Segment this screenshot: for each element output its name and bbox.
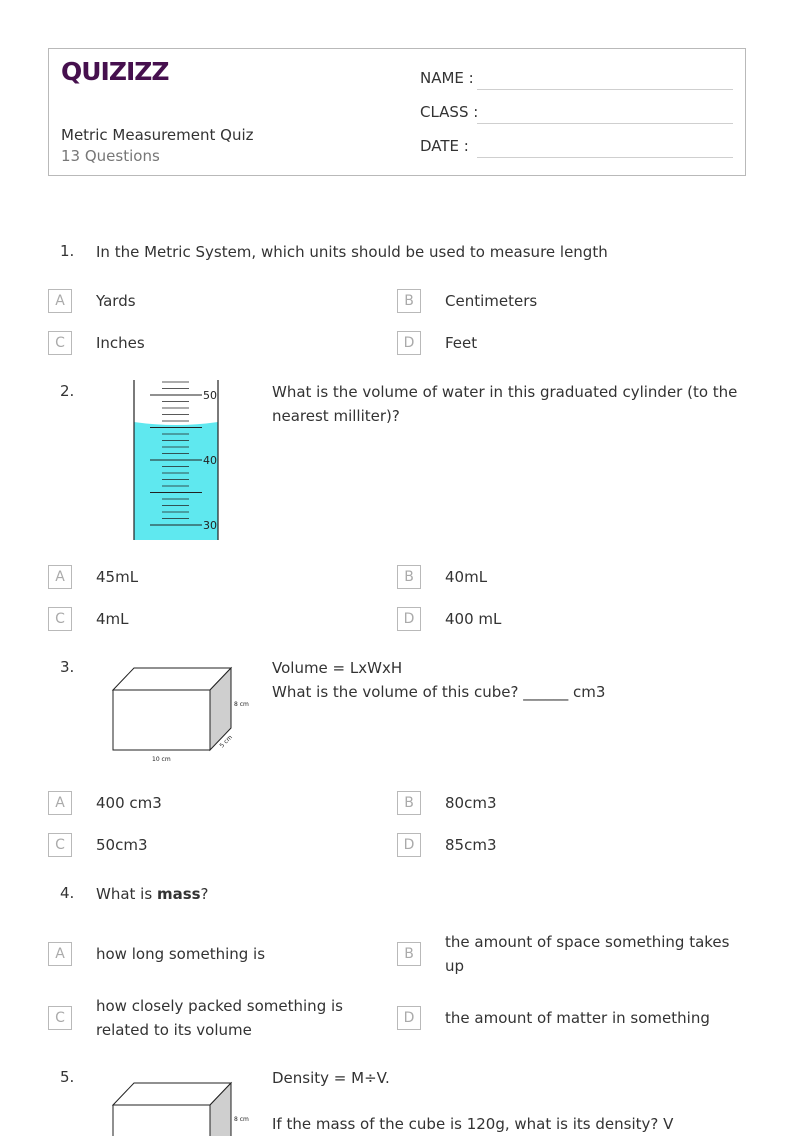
name-label: NAME : — [420, 69, 474, 87]
question-1-number: 1. — [60, 242, 75, 260]
q4-option-c-text: how closely packed something is related to its volume — [96, 997, 343, 1039]
prism-depth-label: 5 cm — [218, 733, 234, 750]
graduated-cylinder-figure — [120, 378, 230, 542]
worksheet-header — [48, 48, 746, 176]
question-count: 13 Questions — [61, 147, 160, 165]
q1-option-d-text: Feet — [445, 334, 478, 352]
q2-option-d-box: D — [397, 607, 421, 631]
q3-option-a-box: A — [48, 791, 72, 815]
question-4-text-bold: mass — [156, 885, 201, 903]
q3-option-b-box: B — [397, 791, 421, 815]
q2-option-b-text: 40mL — [445, 568, 488, 586]
q4-option-a-text: how long something is — [96, 945, 266, 963]
class-line — [477, 123, 733, 124]
question-4-number: 4. — [60, 884, 75, 902]
rectangular-prism-figure — [104, 660, 254, 766]
prism-height-label: 8 cm — [234, 701, 249, 708]
q4-option-b-box: B — [397, 942, 421, 966]
q3-option-d-text: 85cm3 — [445, 836, 497, 854]
q1-option-b-text: Centimeters — [445, 292, 538, 310]
q2-option-c-text: 4mL — [96, 610, 129, 628]
q1-option-c-box: C — [48, 331, 72, 355]
question-4-text-before: What is — [96, 885, 157, 903]
question-1-text: In the Metric System, which units should be used to measure length — [96, 243, 608, 261]
question-3-number: 3. — [60, 658, 75, 676]
question-3-text-line1: Volume = LxWxH — [272, 659, 403, 677]
question-4-text — [96, 882, 209, 906]
q3-option-b-text: 80cm3 — [445, 794, 497, 812]
date-label: DATE : — [420, 137, 469, 155]
cylinder-label-50: 50 — [203, 389, 217, 402]
prism-figure-q5 — [104, 1075, 254, 1123]
quizizz-logo: QUIZIZZ — [61, 57, 169, 86]
q2-option-c-box: C — [48, 607, 72, 631]
q1-option-d-box: D — [397, 331, 421, 355]
question-2-number: 2. — [60, 382, 75, 400]
q4-option-c-box: C — [48, 1006, 72, 1030]
question-4-text-after: ? — [200, 885, 209, 903]
q1-option-a-box: A — [48, 289, 72, 313]
question-3-text-line2: What is the volume of this cube? ______ cm3 — [272, 683, 606, 701]
cylinder-label-40: 40 — [203, 454, 217, 467]
prism-q5-height-label: 8 cm — [234, 1116, 249, 1123]
q4-option-d-box: D — [397, 1006, 421, 1030]
q2-option-a-box: A — [48, 565, 72, 589]
prism-length-label: 10 cm — [152, 756, 171, 763]
date-line — [477, 157, 733, 158]
q3-option-d-box: D — [397, 833, 421, 857]
prism-front-face — [113, 690, 210, 750]
q2-option-d-text: 400 mL — [445, 610, 502, 628]
q3-option-c-text: 50cm3 — [96, 836, 148, 854]
cylinder-label-30: 30 — [203, 519, 217, 532]
q4-option-d-text: the amount of matter in something — [445, 1009, 710, 1027]
q3-option-c-box: C — [48, 833, 72, 857]
q1-option-b-box: B — [397, 289, 421, 313]
quiz-title: Metric Measurement Quiz — [61, 126, 254, 144]
q3-option-a-text: 400 cm3 — [96, 794, 162, 812]
q4-option-a-box: A — [48, 942, 72, 966]
prism-q5-front-face — [113, 1105, 210, 1136]
q1-option-a-text: Yards — [96, 292, 136, 310]
q2-option-a-text: 45mL — [96, 568, 139, 586]
question-5-number: 5. — [60, 1068, 75, 1086]
class-label: CLASS : — [420, 103, 479, 121]
question-5-text-line1: Density = M÷V. — [272, 1069, 390, 1087]
name-line — [477, 89, 733, 90]
question-2-text: What is the volume of water in this graduated cylinder (to the nearest milliter)? — [272, 383, 738, 425]
q2-option-b-box: B — [397, 565, 421, 589]
q1-option-c-text: Inches — [96, 334, 145, 352]
question-5-text-line2: If the mass of the cube is 120g, what is its density? V — [272, 1115, 674, 1133]
q4-option-b-text: the amount of space something takes up — [445, 933, 730, 975]
